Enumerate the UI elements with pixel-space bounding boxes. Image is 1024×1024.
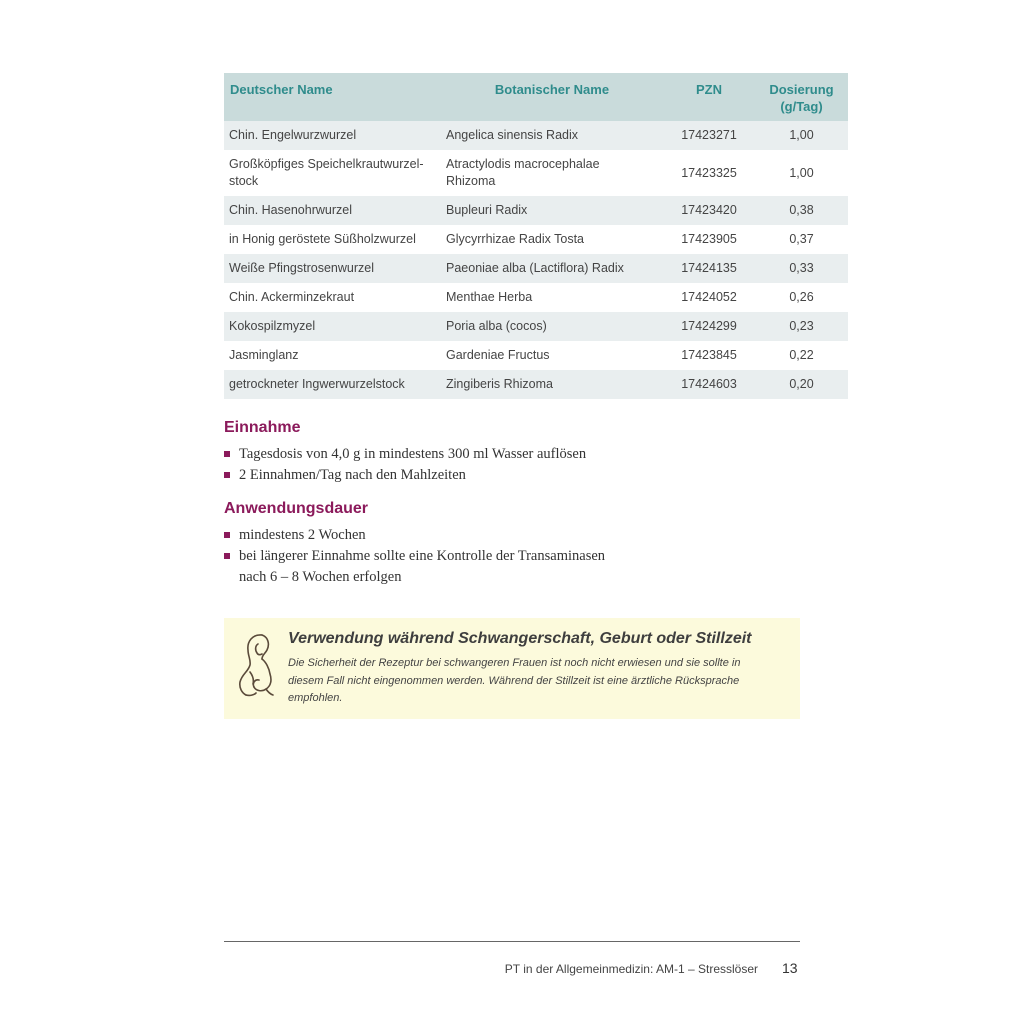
- cell-german-name: getrockneter Ingwerwurzelstock: [229, 377, 405, 391]
- table-row: [224, 312, 848, 341]
- cell-dosage: 0,38: [789, 203, 814, 217]
- cell-pzn: 17423325: [681, 165, 737, 180]
- cell-pzn: 17424135: [681, 261, 737, 275]
- cell-botanical-name: Angelica sinensis Radix: [446, 128, 579, 142]
- cell-dosage: 1,00: [789, 165, 814, 180]
- cell-dosage: 0,33: [789, 261, 814, 275]
- bullet-square-icon: [224, 451, 230, 457]
- note-text-line2: diesem Fall nicht eingenommen werden. Während der Stillzeit ist eine ärztliche Rücksprache: [288, 674, 740, 687]
- header-dosage-line1: Dosierung: [769, 82, 834, 97]
- cell-botanical-name-line2: Rhizoma: [446, 174, 496, 188]
- header-botanical-name: Botanischer Name: [441, 73, 663, 121]
- note-text: [288, 655, 788, 708]
- table-row: [224, 254, 848, 283]
- list-item-text-line1: bei längerer Einnahme sollte eine Kontrolle der Transaminasen: [239, 548, 606, 564]
- cell-pzn: 17424052: [681, 290, 737, 304]
- page-content: [224, 73, 834, 704]
- cell-dosage: 0,22: [789, 348, 814, 362]
- header-dosage-line2: (g/Tag): [780, 99, 823, 114]
- cell-dosage: 0,37: [789, 232, 814, 246]
- cell-german-name: [224, 150, 441, 196]
- header-dosage: [755, 73, 848, 121]
- cell-pzn: 17423420: [681, 203, 737, 217]
- heading-anwendungsdauer: Anwendungsdauer: [224, 500, 369, 517]
- cell-german-name-line1: Großköpfiges Speichelkrautwurzel-: [229, 157, 424, 171]
- cell-pzn: 17423905: [681, 232, 737, 246]
- list-item-text: 2 Einnahmen/Tag nach den Mahlzeiten: [239, 467, 466, 483]
- table-row: [224, 150, 848, 196]
- table-row: [224, 196, 848, 225]
- table-row: [224, 341, 848, 370]
- cell-dosage: 1,00: [789, 128, 814, 142]
- table-row: [224, 225, 848, 254]
- cell-german-name: Weiße Pfingstrosenwurzel: [229, 261, 374, 275]
- bullet-square-icon: [224, 532, 230, 538]
- cell-german-name: Chin. Ackerminzekraut: [229, 290, 355, 304]
- list-item: [224, 444, 784, 465]
- table-row: [224, 370, 848, 399]
- list-item: [224, 465, 784, 486]
- anwendungsdauer-list: [224, 525, 784, 588]
- note-title: Verwendung während Schwangerschaft, Geburt oder Stillzeit: [288, 630, 752, 647]
- cell-botanical-name: Paeoniae alba (Lactiflora) Radix: [446, 261, 624, 275]
- bullet-square-icon: [224, 472, 230, 478]
- cell-botanical-name: Bupleuri Radix: [446, 203, 528, 217]
- cell-pzn: 17423271: [681, 128, 737, 142]
- header-german-name: Deutscher Name: [224, 73, 441, 121]
- list-item-text-line2: nach 6 – 8 Wochen erfolgen: [239, 569, 402, 585]
- list-item-text: mindestens 2 Wochen: [239, 527, 366, 543]
- cell-botanical-name-line1: Atractylodis macrocephalae: [446, 157, 600, 171]
- cell-dosage: 0,23: [789, 319, 814, 333]
- cell-botanical-name: [441, 150, 663, 196]
- cell-pzn: 17423845: [681, 348, 737, 362]
- cell-german-name: Kokospilzmyzel: [229, 319, 316, 333]
- footer-title: PT in der Allgemeinmedizin: AM-1 – Stresslöser: [504, 962, 758, 976]
- pregnant-woman-icon: [236, 632, 278, 698]
- bullet-square-icon: [224, 553, 230, 559]
- cell-botanical-name: Zingiberis Rhizoma: [446, 377, 553, 391]
- einnahme-list: [224, 444, 784, 486]
- header-pzn: PZN: [663, 73, 755, 121]
- cell-german-name: Chin. Hasenohrwurzel: [229, 203, 352, 217]
- cell-botanical-name: Gardeniae Fructus: [446, 348, 550, 362]
- footer-divider: [224, 941, 800, 942]
- cell-botanical-name: Poria alba (cocos): [446, 319, 547, 333]
- list-item-text: Tagesdosis von 4,0 g in mindestens 300 ml Wasser auflösen: [239, 446, 587, 462]
- cell-dosage: 0,26: [789, 290, 814, 304]
- list-item: [224, 546, 784, 588]
- cell-botanical-name: Glycyrrhizae Radix Tosta: [446, 232, 585, 246]
- cell-pzn: 17424299: [681, 319, 737, 333]
- heading-einnahme: Einnahme: [224, 419, 301, 436]
- note-text-line3: empfohlen.: [288, 692, 343, 704]
- pregnancy-note-box: [224, 618, 800, 719]
- table-row: [224, 121, 848, 150]
- note-text-line1: Die Sicherheit der Rezeptur bei schwangeren Frauen ist noch nicht erwiesen und sie sollte in: [288, 657, 741, 669]
- herb-table: [224, 73, 848, 399]
- table-row: [224, 283, 848, 312]
- list-item: [224, 525, 784, 546]
- cell-dosage: 0,20: [789, 377, 814, 391]
- cell-botanical-name: Menthae Herba: [446, 290, 533, 304]
- table-header-row: [224, 73, 848, 121]
- page-number: 13: [782, 960, 798, 976]
- cell-german-name: Chin. Engelwurzwurzel: [229, 128, 357, 142]
- cell-german-name-line2: stock: [229, 174, 259, 188]
- cell-german-name: in Honig geröstete Süßholzwurzel: [229, 232, 416, 246]
- cell-pzn: 17424603: [681, 377, 737, 391]
- cell-german-name: Jasminglanz: [229, 348, 299, 362]
